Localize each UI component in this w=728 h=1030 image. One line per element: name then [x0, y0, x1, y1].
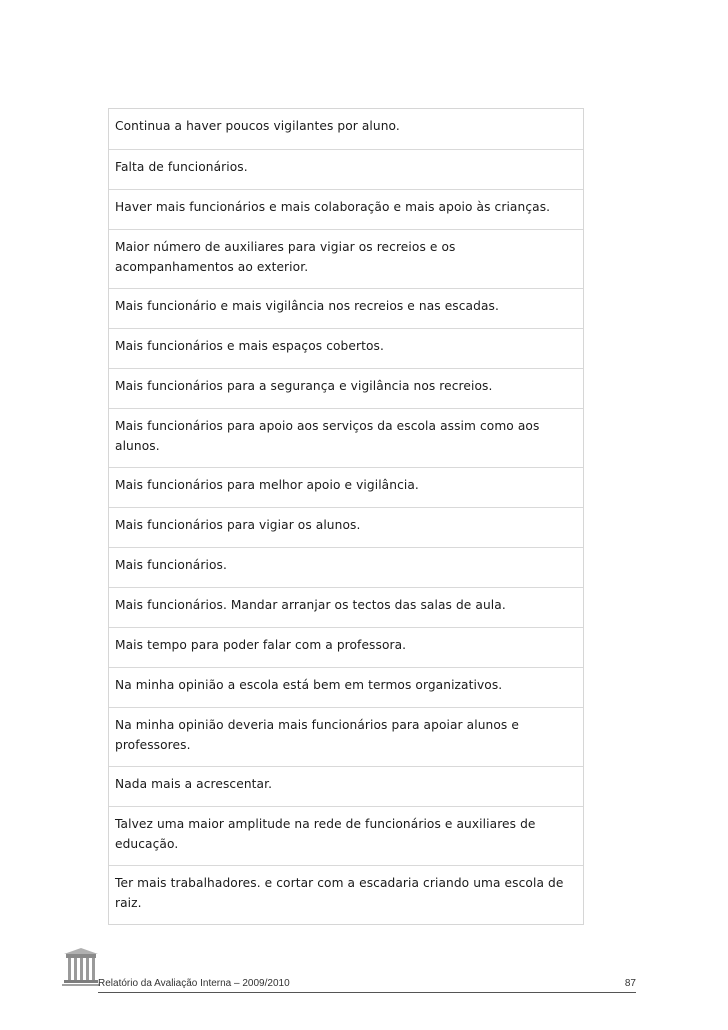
table-row: Na minha opinião a escola está bem em termos organizativos. — [109, 667, 583, 707]
responses-table — [108, 108, 584, 925]
table-row: Mais tempo para poder falar com a professora. — [109, 627, 583, 667]
table-row: Mais funcionários. — [109, 547, 583, 587]
page-number: 87 — [624, 978, 636, 989]
table-row: Haver mais funcionários e mais colaboração e mais apoio às crianças. — [109, 189, 583, 229]
footer-title: Relatório da Avaliação Interna – 2009/2010 — [98, 978, 290, 989]
table-row: Talvez uma maior amplitude na rede de funcionários e auxiliares de educação. — [109, 806, 583, 865]
table-row: Continua a haver poucos vigilantes por aluno. — [115, 119, 400, 133]
table-row: Mais funcionários para a segurança e vigilância nos recreios. — [109, 368, 583, 408]
table-row: Mais funcionários para vigiar os alunos. — [109, 507, 583, 547]
table-row: Maior número de auxiliares para vigiar os recreios e os acompanhamentos ao exterior. — [109, 229, 583, 288]
table-row: Mais funcionário e mais vigilância nos recreios e nas escadas. — [109, 288, 583, 328]
table-row: Mais funcionários para apoio aos serviços da escola assim como aos alunos. — [109, 408, 583, 467]
table-row: Ter mais trabalhadores. e cortar com a escadaria criando uma escola de raiz. — [109, 865, 583, 924]
table-row: Mais funcionários. Mandar arranjar os tectos das salas de aula. — [109, 587, 583, 627]
footer-rule — [98, 992, 636, 993]
school-building-logo-icon — [60, 948, 102, 994]
table-row: Falta de funcionários. — [109, 149, 583, 189]
table-row: Nada mais a acrescentar. — [109, 766, 583, 806]
page-footer — [60, 948, 640, 996]
table-row: Mais funcionários para melhor apoio e vigilância. — [109, 467, 583, 507]
table-row: Mais funcionários e mais espaços cobertos. — [109, 328, 583, 368]
table-row: Na minha opinião deveria mais funcionários para apoiar alunos e professores. — [109, 707, 583, 766]
